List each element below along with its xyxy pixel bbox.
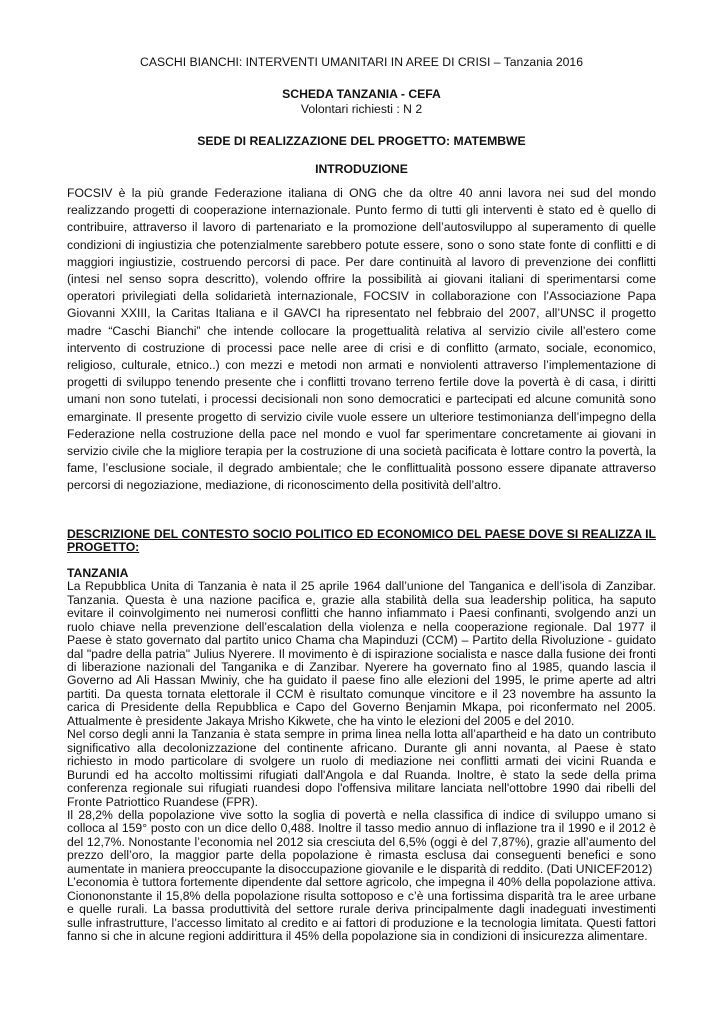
document-page xyxy=(67,55,656,943)
context-paragraph-2: Nel corso degli anni la Tanzania è stata sempre in prima linea nella lotta all’apartheid e ha dato un contributo significativo alla decolonizzazione del continente africano. Durante gli anni novanta, al Paese è stato richiesto in modo particolare di svolgere un ruolo di mediazione nei conflitti armati dei vicini Ruanda e Burundi ed ha accolto moltissimi rifugiati dall'Angola e dal Ruanda. Inoltre, è stato la sede della prima conferenza regionale sui rifugiati ruandesi dopo l'offensiva militare lanciata nell'ottobre 1990 dai ribelli del Fronte Patriottico Ruandese (FPR). xyxy=(67,727,656,809)
context-paragraph-4: L’economia è tuttora fortemente dipendente dal settore agricolo, che impegna il 40% della popolazione attiva. Cionononstante il 15,8% della popolazione risulta sottoposo e c’è una fortissima disparità tra le aree urbane e quelle rurali. La bassa produttività del settore rurale deriva principalmente dagli inadeguati investimenti sulle infrastrutture, l’accesso limitato al credito e ai fattori di produzione e la tecnologia limitata. Questi fattori fanno si che in alcune regioni addirittura il 45% della popolazione sia in condizioni di insicurezza alimentare. xyxy=(67,875,656,944)
introduction-heading: INTRODUZIONE xyxy=(315,162,408,176)
scheda-title: SCHEDA TANZANIA - CEFA xyxy=(282,87,441,101)
country-heading: TANZANIA xyxy=(67,566,129,581)
context-paragraph-1: La Repubblica Unita di Tanzania è nata il 25 aprile 1964 dall’unione del Tanganica e dell’isola di Zanzibar. Tanzania. Questa è una nazione pacifica e, grazie alla stabilità della sua leadership politica, ha saputo evitare il coinvolgimento nei numerosi conflitti che hanno infiammato i Paesi confinanti, svolgendo anzi un ruolo chiave nella prevenzione dell’escalation della violenza e nella cooperazione regionale. Dal 1977 il Paese è stato governato dal partito unico Chama cha Mapinduzi (CCM) – Partito della Rivoluzione - guidato dal "padre della patria" Julius Nyerere. Il movimento è di ispirazione socialista e nasce dalla fusione dei fronti di liberazione nazionali del Tanganika e di Zanzibar. Nyerere ha governato fino al 1985, quando lascia il Governo ad Ali Hassan Mwiniy, che ha guidato il paese fino alle elezioni del 1995, le prime aperte ad altri partiti. Da questa tornata elettorale il CCM è risultato comunque vincitore e il 23 novembre ha assunto la carica di Presidente della Repubblica e Capo del Governo Benjamin Mkapa, poi riconfermato nel 2005. Attualmente è presidente Jakaya Mrisho Kikwete, che ha vinto le elezioni del 2005 e del 2010. xyxy=(67,579,656,728)
project-site-title: SEDE DI REALIZZAZIONE DEL PROGETTO: MATEMBWE xyxy=(197,134,526,148)
context-paragraph-3: Il 28,2% della popolazione vive sotto la soglia di povertà e nella classifica di indice di sviluppo umano si colloca al 159° posto con un dice dello 0,488. Inoltre il tasso medio annuo di inflazione tra il 1990 e il 2012 è del 12,7%. Nonostante l’economia nel 2012 sia cresciuta del 6,5% (oggi è del 7,87%), grazie all’aumento del prezzo dell’oro, la maggior parte della popolazione è rimasta esclusa dai conseguenti benefici e sono aumentate in maniera preoccupante la disoccupazione giovanile e le disparità di reddito. (Dati UNICEF2012) xyxy=(67,807,656,876)
context-description-heading: DESCRIZIONE DEL CONTESTO SOCIO POLITICO ED ECONOMICO DEL PAESE DOVE SI REALIZZA IL PROGETTO: xyxy=(67,526,656,554)
introduction-paragraph: FOCSIV è la più grande Federazione italiana di ONG che da oltre 40 anni lavora nei sud del mondo realizzando progetti di cooperazione internazionale. Punto fermo di tutti gli interventi è stato ed è quello di contribuire, attraverso il lavoro di partenariato e la promozione dell’autosviluppo al superamento di quelle condizioni di ingiustizia che potenzialmente sarebbero potute essere, sono o sono state fonte di conflitti e di maggiori ingiustizie, costruendo percorsi di pace. Per dare continuità al lavoro di prevenzione dei conflitti (intesi nel senso sopra descritto), volendo offrire la possibilità ai giovani italiani di sperimentarsi come operatori privilegiati della solidarietà internazionale, FOCSIV in collaborazione con l’Associazione Papa Giovanni XXIII, la Caritas Italiana e il GAVCI ha ripresentato nel febbraio del 2007, all’UNSC il progetto madre “Caschi Bianchi” che intende collocare la progettualità relativa al servizio civile all’estero come intervento di costruzione di processi pace nelle aree di crisi e di conflitto (armato, sociale, economico, religioso, culturale, etnico..) con mezzi e metodi non armati e nonviolenti attraverso l’implementazione di progetti di sviluppo tenendo presente che i conflitti trovano terreno fertile dove la povertà è di casa, i diritti umani non sono tutelati, i processi decisionali non sono democratici e partecipati ed alcune comunità sono emarginate. Il presente progetto di servizio civile vuole essere un ulteriore testimonianza dell’impegno della Federazione nella costruzione della pace nel mondo e vuol far sperimentare concretamente ai giovani in servizio civile che la migliore terapia per la costruzione di una società pacificata è lottare contro la povertà, la fame, l’esclusione sociale, il degrado ambientale; che le conflittualità possono essere dipanate attraverso percorsi di negoziazione, mediazione, di riconoscimento della positività dell’altro. xyxy=(67,186,656,493)
document-header-title: CASCHI BIANCHI: INTERVENTI UMANITARI IN AREE DI CRISI – Tanzania 2016 xyxy=(140,55,583,69)
volunteers-requested: Volontari richiesti : N 2 xyxy=(300,102,423,116)
